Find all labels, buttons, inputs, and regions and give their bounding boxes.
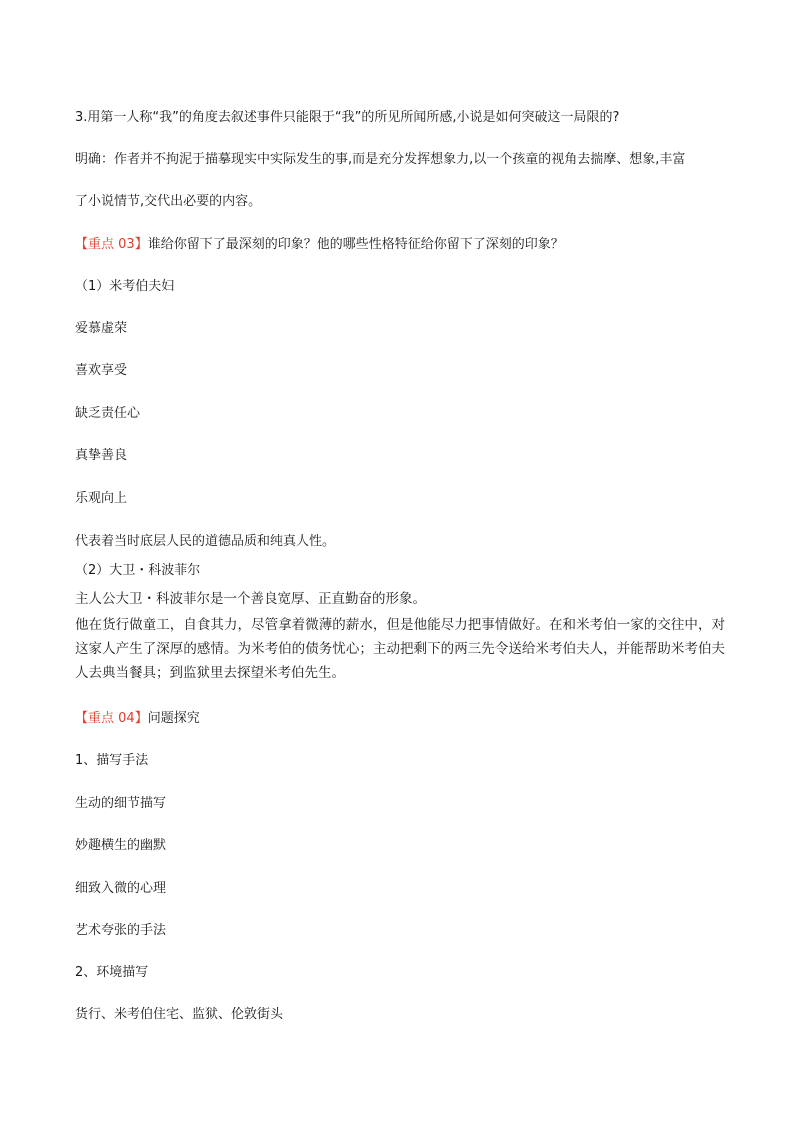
micawber-trait: 喜欢享受: [75, 363, 128, 378]
key-bracket-open: 【: [75, 711, 89, 726]
technique-item: 艺术夸张的手法: [75, 923, 167, 938]
david-intro: 主人公大卫・科波菲尔是一个善良宽厚、正直勤奋的形象。: [75, 591, 426, 607]
key-bracket-close: 】: [134, 237, 148, 252]
section-1-heading: 1、描写手法: [75, 753, 149, 768]
micawber-heading: （1）米考伯夫妇: [75, 279, 175, 294]
key-point-03-label: 重点 03: [88, 237, 135, 252]
section-2-heading: 2、环境描写: [75, 965, 149, 980]
environment-text: 货行、米考伯住宅、监狱、伦敦街头: [75, 1007, 284, 1022]
key-point-03: [75, 236, 725, 254]
david-heading: （2）大卫・科波菲尔: [75, 563, 201, 578]
key-point-04-text: 问题探究: [147, 711, 200, 726]
micawber-summary: 代表着当时底层人民的道德品质和纯真人性。: [75, 534, 336, 549]
micawber-trait: 缺乏责任心: [75, 406, 141, 421]
key-point-04: [75, 710, 725, 728]
question-3: 3.用第一人称“我”的角度去叙述事件只能限于“我”的所见所闻所感,小说是如何突破这一局限的?: [75, 110, 620, 125]
key-bracket-open: 【: [75, 237, 89, 252]
micawber-trait: 乐观向上: [75, 491, 128, 506]
technique-item: 妙趣横生的幽默: [75, 838, 167, 853]
david-detail: 他在货行做童工，自食其力，尽管拿着微薄的薪水，但是他能尽力把事情做好。在和米考伯一家的交往中，对这家人产生了深厚的感情。为米考伯的债务忧心；主动把剩下的两三先令送给米考伯夫人，并能帮助米考伯夫人去典当餐具；到监狱里去探望米考伯先生。: [75, 617, 725, 681]
key-bracket-close: 】: [134, 711, 148, 726]
answer-line-2: 了小说情节,交代出必要的内容。: [75, 194, 262, 209]
micawber-trait: 爱慕虚荣: [75, 321, 128, 336]
technique-item: 细致入微的心理: [75, 881, 167, 896]
key-point-04-label: 重点 04: [88, 711, 135, 726]
answer-line-1: 明确：作者并不拘泥于描摹现实中实际发生的事,而是充分发挥想象力,以一个孩童的视角去揣摩、想象,丰富: [75, 152, 686, 167]
key-point-03-text: 谁给你留下了最深刻的印象？他的哪些性格特征给你留下了深刻的印象？: [147, 237, 564, 252]
micawber-trait: 真挚善良: [75, 448, 128, 463]
technique-item: 生动的细节描写: [75, 796, 167, 811]
